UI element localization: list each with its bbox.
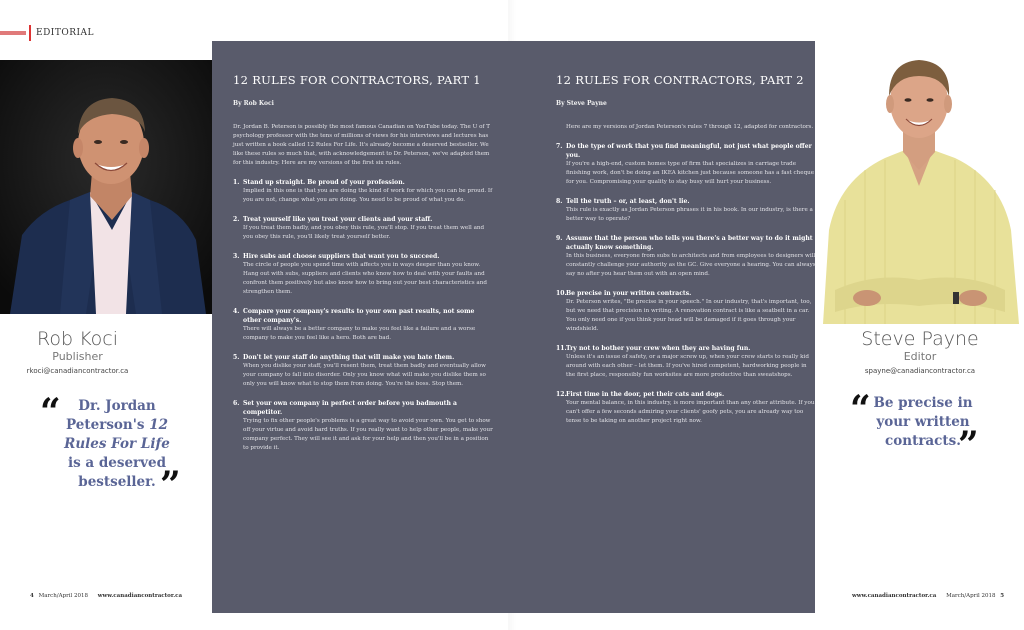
article-part-2 — [556, 73, 816, 426]
rule-title: Hire subs and choose suppliers that want you to succeed. — [243, 253, 440, 260]
rule-body: Implied in this one is that you are doing the kind of work for which you can be proud. If you are not, change what you are doing. You need to be proud of what you do. — [243, 188, 493, 203]
footer-left — [30, 593, 182, 599]
right-pull-quote: Be precise in your written contracts. — [873, 395, 973, 449]
article-part-1-byline: By Rob Koci — [233, 100, 274, 107]
right-quote-close-mark: ” — [958, 424, 979, 466]
article-part-1 — [233, 73, 493, 453]
rule-title: Set your own company in perfect order before you badmouth a competitor. — [243, 400, 457, 416]
rule-body: Dr. Peterson writes, "Be precise in your speech." In our industry, that's important, too, but we need that precision in writing. A renovation contract is like a seatbelt in a car. You only need one if you think your head will be damaged if it goes through your windshield. — [566, 299, 812, 332]
left-pull-quote-book: 12 Rules For Life — [64, 417, 170, 452]
rule-body: If you treat them badly, and you obey this rule, you'll stop. If you treat them well and you obey this rule, you'll likely treat yourself better. — [243, 225, 485, 240]
left-quote-open-mark: “ — [40, 391, 61, 433]
steve-payne-email[interactable]: spayne@canadiancontractor.ca — [864, 367, 976, 375]
rob-koci-name: Rob Koci — [37, 328, 118, 350]
rule-body: Trying to fix other people's problems is a great way to avoid your own. You get to show off your virtue and avoid hard truths. If you really want to help other people, make your company perfect. They will see it and ask for your help and then you'll be in a position to provide it. — [243, 418, 493, 451]
rule-body: Unless it's an issue of safety, or a major screw up, when your crew starts to really kid around with each other – let them. If you've hired competent, hardworking people in the first place, responsibly fun worksites are more productive than sweatshops. — [566, 354, 809, 378]
rule-heading — [233, 252, 493, 261]
rule-heading — [556, 289, 816, 298]
rule-number: 1. — [233, 179, 240, 186]
article-part-1-title: 12 RULES FOR CONTRACTORS, PART 1 — [233, 73, 481, 87]
steve-payne-portrait-drawing — [815, 40, 1024, 324]
rule-number: 7. — [556, 143, 563, 150]
rule-item — [233, 252, 493, 297]
rob-koci-portrait-drawing — [0, 60, 212, 314]
rule-number: 5. — [233, 354, 240, 361]
rule-body: There will always be a better company to make you feel like a failure and a worse company to make you feel like a hero. Both are bad. — [243, 326, 476, 341]
rule-item — [233, 178, 493, 205]
rule-heading — [556, 234, 816, 252]
rule-heading — [556, 197, 816, 206]
steve-payne-name: Steve Payne — [861, 328, 979, 350]
rule-title: Assume that the person who tells you there's a better way to do it might actually know something. — [566, 235, 813, 251]
rule-number: 2. — [233, 216, 240, 223]
footer-right — [852, 593, 1004, 599]
section-tag-label: EDITORIAL — [36, 28, 95, 38]
rule-item — [556, 390, 816, 426]
footer-left-issue: March/April 2018 — [38, 593, 88, 599]
article-part-1-intro: Dr. Jordan B. Peterson is possibly the most famous Canadian on YouTube today. The U of T psychology professor with the tens of millions of views for his interviews and lectures has just written a book called 12 Rules For Life. It's already become a deserved bestseller. We like these rules so much that, with acknowledgement to Dr. Peterson, we've adapted them for this industry. Here are my versions of the first six rules. — [233, 124, 491, 166]
rule-heading — [556, 390, 816, 399]
section-tag-bar — [0, 31, 26, 35]
rule-title: Treat yourself like you treat your clients and your staff. — [243, 216, 433, 223]
rule-item — [233, 215, 493, 242]
rule-item — [233, 307, 493, 343]
rule-title: Do the type of work that you find meaningful, not just what people offer you. — [566, 143, 812, 159]
rule-item — [233, 399, 493, 453]
article-panel — [212, 41, 815, 613]
rule-heading — [233, 178, 493, 187]
rule-number: 8. — [556, 198, 563, 205]
rule-heading — [233, 307, 493, 325]
rule-item — [556, 197, 816, 224]
rule-item — [556, 142, 816, 187]
rule-title: Compare your company's results to your own past results, not some other company's. — [243, 308, 475, 324]
footer-right-issue: March/April 2018 — [946, 593, 996, 599]
rule-item — [556, 289, 816, 334]
rule-number: 10. — [556, 290, 567, 297]
left-pull-quote-post: is a deserved bestseller. — [67, 455, 167, 490]
rule-number: 3. — [233, 253, 240, 260]
rule-heading — [556, 142, 816, 160]
rule-title: Be precise in your written contracts. — [566, 290, 692, 297]
rule-title: Tell the truth – or, at least, don't lie. — [566, 198, 690, 205]
rule-item — [556, 234, 816, 279]
rob-koci-email[interactable]: rkoci@canadiancontractor.ca — [26, 367, 129, 375]
footer-right-site[interactable]: www.canadiancontractor.ca — [852, 593, 937, 599]
article-part-2-title: 12 RULES FOR CONTRACTORS, PART 2 — [556, 73, 804, 87]
footer-left-site[interactable]: www.canadiancontractor.ca — [97, 593, 183, 599]
rule-heading — [233, 399, 493, 417]
rule-heading — [233, 215, 493, 224]
article-part-2-byline: By Steve Payne — [556, 100, 607, 107]
left-pull-quote-pre: Dr. Jordan Peterson's — [66, 398, 156, 433]
footer-right-page-number: 5 — [1000, 593, 1005, 599]
rule-number: 11. — [556, 345, 567, 352]
rule-number: 9. — [556, 235, 563, 242]
rule-body: The circle of people you spend time with affects you in ways deeper than you know. Hang out with subs, suppliers and clients who know how to deal with your faults and confront them positively but also know how to bring out your best characteristics and strengthen them. — [243, 262, 487, 295]
article-part-2-rules — [556, 142, 816, 426]
rule-title: Don't let your staff do anything that will make you hate them. — [243, 354, 455, 361]
steve-payne-role: Editor — [903, 350, 937, 363]
left-pull-quote — [62, 397, 172, 492]
rule-title: Stand up straight. Be proud of your profession. — [243, 179, 405, 186]
rule-number: 6. — [233, 400, 240, 407]
rule-body: This rule is exactly as Jordan Peterson phrases it in his book. In our industry, is there a better way to operate? — [566, 207, 813, 222]
left-quote-close-mark: ” — [160, 464, 181, 506]
rule-body: Your mental balance, in this industry, is more important than any other attribute. If you can't offer a few seconds admiring your clients' goofy pets, you are already way too tense to be taking on another project right now. — [566, 400, 815, 424]
right-quote-open-mark: “ — [850, 388, 871, 430]
rule-number: 12. — [556, 391, 567, 398]
steve-payne-portrait — [815, 40, 1024, 324]
rob-koci-portrait — [0, 60, 212, 314]
footer-left-page-number: 4 — [30, 593, 34, 599]
rule-title: Try not to bother your crew when they are having fun. — [566, 345, 751, 352]
rule-body: When you dislike your staff, you'll resent them, treat them badly and eventually allow your company to fall into disorder. Only you know what will make you dislike them so only you will know what to stop them from doing. You're the boss. Stop them. — [243, 363, 486, 387]
rob-koci-role: Publisher — [52, 350, 103, 363]
article-part-2-intro: Here are my versions of Jordan Peterson's rules 7 through 12, adapted for contractors. — [566, 124, 814, 130]
section-tag — [0, 25, 94, 41]
rule-heading — [556, 344, 816, 353]
article-part-1-rules — [233, 178, 493, 453]
rule-heading — [233, 353, 493, 362]
rule-item — [233, 353, 493, 389]
rule-body: If you're a high-end, custom homes type of firm that specializes in carriage trade finishing work, don't be doing an IKEA kitchen just because someone has a fast cheque for you. Compromising your quality to stay busy will hurt your business. — [566, 161, 815, 185]
rule-body: In this business, everyone from subs to architects and from employees to designers will constantly challenge your authority as the GC. Give everyone a hearing. You can always say no after you hear them out with an open mind. — [566, 253, 816, 277]
rule-number: 4. — [233, 308, 240, 315]
rule-item — [556, 344, 816, 380]
section-tag-tick — [29, 25, 31, 41]
rule-title: First time in the door, pet their cats and dogs. — [566, 391, 725, 398]
